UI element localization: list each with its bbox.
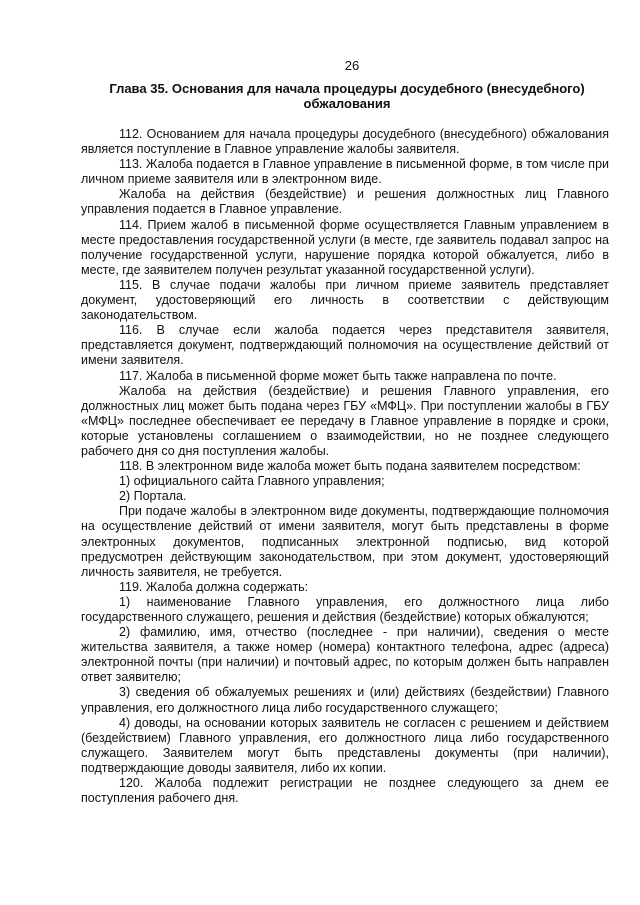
list-item: 1) официального сайта Главного управления;	[119, 474, 385, 489]
paragraph-112: 112. Основанием для начала процедуры досудебного (внесудебного) обжалования является поступление в Главное управление жалобы заявителя.	[81, 127, 609, 157]
list-item: 4) доводы, на основании которых заявитель не согласен с решением и действием (бездействием) Главного управления, его должностного лица либо государственного служащего. Заявителем могут быть представлены документы (при наличии), подтверждающие доводы заявителя, либо их копии.	[81, 715, 609, 775]
paragraph-115: 115. В случае подачи жалобы при личном приеме заявитель представляет документ, удостоверяющий его личность в соответствии с действующим законодательством.	[81, 277, 609, 323]
list-item: 1) наименование Главного управления, его должностного лица либо государственного служащего, решения и действия (бездействие) которых обжалуются;	[81, 594, 609, 624]
paragraph-114: 114. Прием жалоб в письменной форме осуществляется Главным управлением в месте предоставления государственной услуги (в месте, где заявитель подавал запрос на получение государственной услуги, нарушение порядка которой обжалуется, либо в месте, где заявителем получен результат указанной государственной услуги).	[81, 217, 609, 277]
document-body	[81, 127, 609, 806]
paragraph-117: 117. Жалоба в письменной форме может быть также направлена по почте.	[119, 368, 557, 383]
paragraph: При подаче жалобы в электронном виде документы, подтверждающие полномочия на осуществление действий от имени заявителя, могут быть представлены в форме электронных документов, подписанных электронной подписью, вид которой предусмотрен действующим законодательством, при этом документ, удостоверяющий личность заявителя, не требуется.	[81, 504, 609, 579]
list-item: 2) фамилию, имя, отчество (последнее - при наличии), сведения о месте жительства заявителя, а также номер (номера) контактного телефона, адрес (адреса) электронной почты (при наличии) и почтовый адрес, по которым должен быть направлен ответ заявителю;	[81, 625, 609, 685]
paragraph: Жалоба на действия (бездействие) и решения Главного управления, его должностных лиц может быть подана через ГБУ «МФЦ». При поступлении жалобы в ГБУ «МФЦ» последнее обеспечивает ее передачу в Главное управление в порядке и сроки, которые установлены соглашением о взаимодействии, но не позднее следующего рабочего дня со дня поступления жалобы.	[81, 383, 609, 458]
list-item: 2) Портала.	[119, 489, 187, 504]
paragraph-116: 116. В случае если жалоба подается через представителя заявителя, представляется документ, подтверждающий полномочия на осуществление действий от имени заявителя.	[81, 323, 609, 368]
paragraph-119: 119. Жалоба должна содержать:	[119, 579, 309, 594]
paragraph: Жалоба на действия (бездействие) и решения должностных лиц Главного управления подается в Главное управление.	[81, 187, 609, 217]
chapter-title: Глава 35. Основания для начала процедуры досудебного (внесудебного) обжалования	[109, 81, 585, 111]
paragraph-118: 118. В электронном виде жалоба может быть подана заявителем посредством:	[119, 459, 581, 474]
paragraph-120: 120. Жалоба подлежит регистрации не позднее следующего за днем ее поступления рабочего дня.	[81, 776, 609, 806]
page-number: 26	[344, 58, 360, 73]
list-item: 3) сведения об обжалуемых решениях и (или) действиях (бездействии) Главного управления, его должностного лица либо государственного служащего;	[81, 685, 609, 715]
paragraph-113: 113. Жалоба подается в Главное управление в письменной форме, в том числе при личном приеме заявителя или в электронном виде.	[81, 157, 609, 187]
